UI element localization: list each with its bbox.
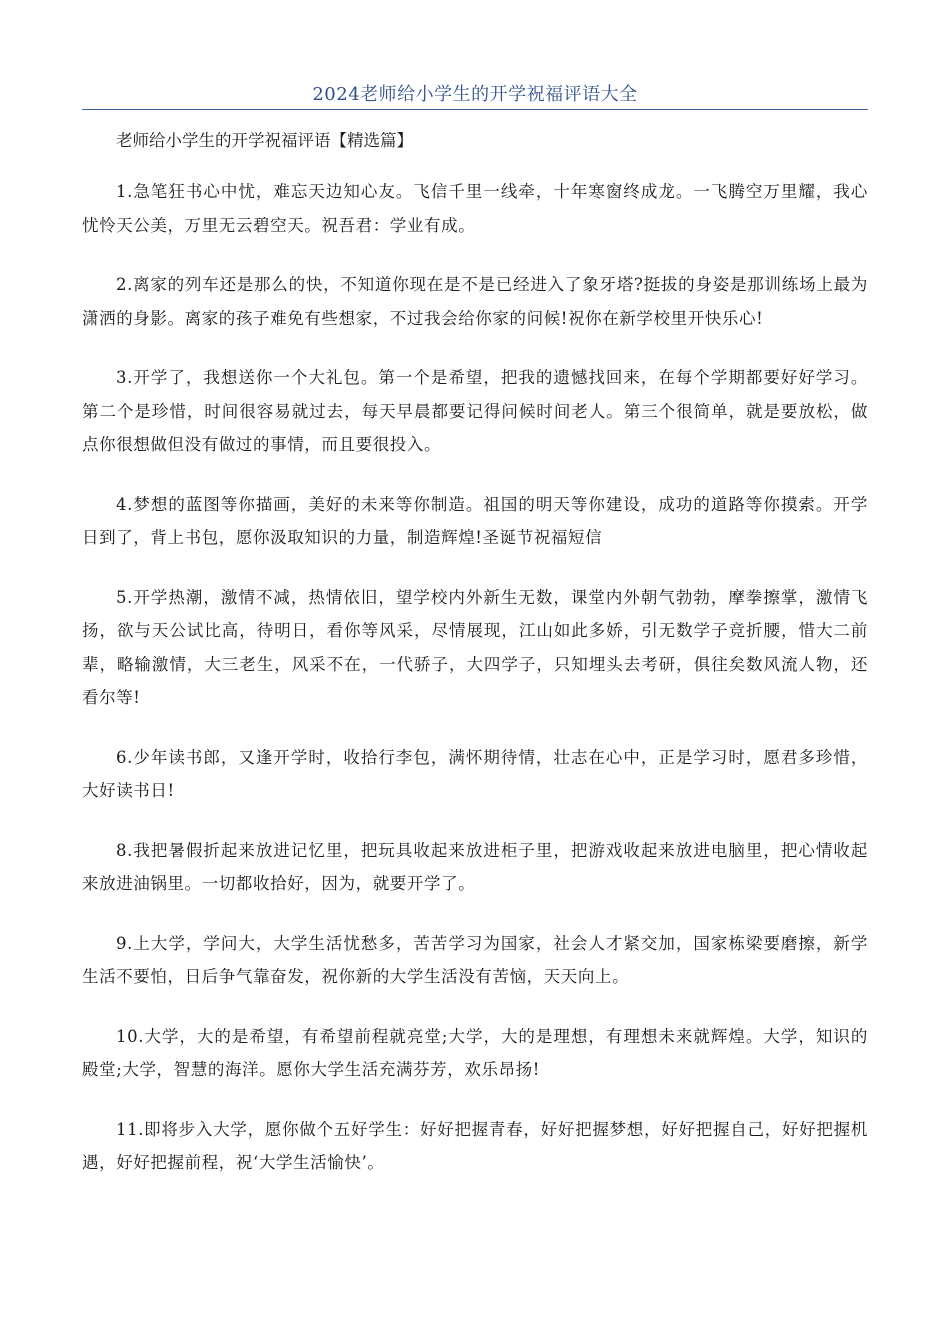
paragraph-8: 8.我把暑假折起来放进记忆里，把玩具收起来放进柜子里，把游戏收起来放进电脑里，把心情收起来放进油锅里。一切都收拾好，因为，就要开学了。 [82, 840, 868, 893]
paragraph-1: 1.急笔狂书心中忧，难忘天边知心友。飞信千里一线牵，十年寒窗终成龙。一飞腾空万里耀，我心忧怜天公美，万里无云碧空天。祝吾君：学业有成。 [82, 182, 868, 235]
document-body [82, 127, 868, 1206]
paragraph-10: 10.大学，大的是希望，有希望前程就亮堂;大学，大的是理想，有理想未来就辉煌。大学，知识的殿堂;大学，智慧的海洋。愿你大学生活充满芬芳，欢乐昂扬! [82, 1026, 868, 1079]
paragraph-9: 9.上大学，学问大，大学生活忧愁多，苦苦学习为国家，社会人才紧交加，国家栋梁要磨擦，新学生活不要怕，日后争气靠奋发，祝你新的大学生活没有苦恼，天天向上。 [82, 933, 868, 986]
paragraph-5: 5.开学热潮，激情不减，热情依旧，望学校内外新生无数，课堂内外朝气勃勃，摩拳擦掌，激情飞扬，欲与天公试比高，待明日，看你等风采，尽情展现，江山如此多娇，引无数学子竞折腰，惜大二前辈，略输激情，大三老生，风采不在，一代骄子，大四学子，只知埋头去考研，俱往矣数风流人物，还看尔等! [82, 587, 868, 707]
header-divider [82, 109, 868, 110]
paragraph-2: 2.离家的列车还是那么的快，不知道你现在是不是已经进入了象牙塔?挺拔的身姿是那训练场上最为潇洒的身影。离家的孩子难免有些想家，不过我会给你家的问候!祝你在新学校里开快乐心! [82, 275, 868, 328]
paragraph-3: 3.开学了，我想送你一个大礼包。第一个是希望，把我的遗憾找回来，在每个学期都要好好学习。第二个是珍惜，时间很容易就过去，每天早晨都要记得问候时间老人。第三个很简单，就是要放松，做点你很想做但没有做过的事情，而且要很投入。 [82, 368, 868, 454]
paragraph-11: 11.即将步入大学，愿你做个五好学生：好好把握青春，好好把握梦想，好好把握自己，好好把握机遇，好好把握前程，祝‘大学生活愉快’。 [82, 1119, 868, 1172]
paragraph-4: 4.梦想的蓝图等你描画，美好的未来等你制造。祖国的明天等你建设，成功的道路等你摸索。开学日到了，背上书包，愿你汲取知识的力量，制造辉煌!圣诞节祝福短信 [82, 494, 868, 547]
section-heading: 老师给小学生的开学祝福评语【精选篇】 [116, 131, 413, 150]
paragraph-6: 6.少年读书郎，又逢开学时，收拾行李包，满怀期待情，壮志在心中，正是学习时，愿君多珍惜，大好读书日! [82, 747, 868, 800]
page-title: 2024老师给小学生的开学祝福评语大全 [312, 84, 638, 105]
